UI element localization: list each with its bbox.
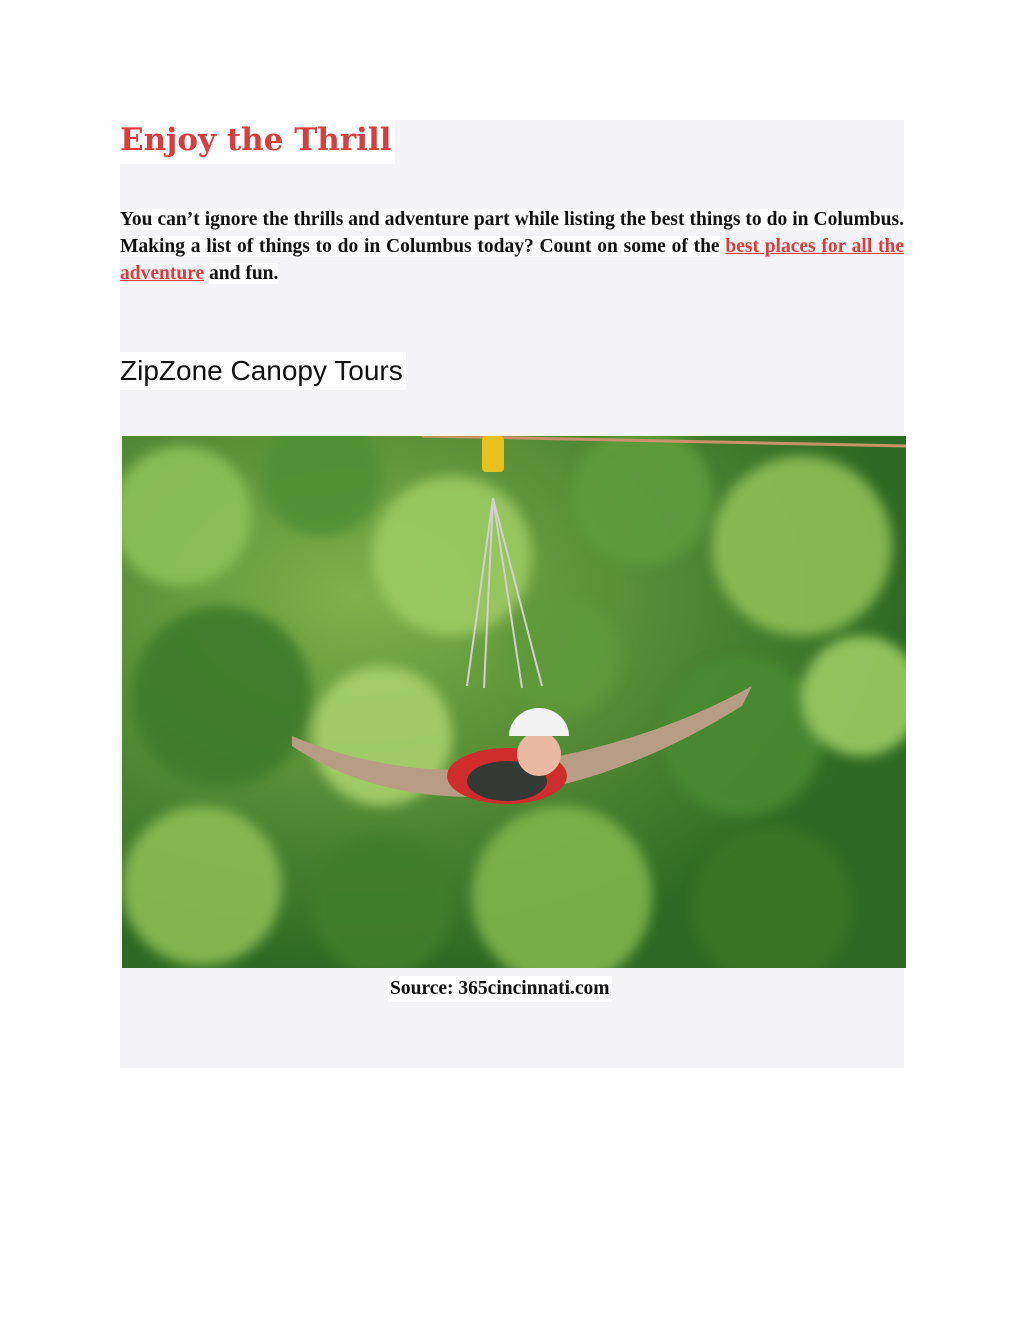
zipline-illustration	[122, 436, 906, 968]
trolley	[482, 436, 504, 472]
zipline-photo	[122, 436, 906, 968]
intro-text-start: You can’t ignore the thrills and adventure part while listing the best things to do in Columbus. Making a list of things to do in Columbus today? Count on some of the	[120, 209, 904, 257]
page-title: Enjoy the Thrill	[120, 120, 395, 164]
intro-paragraph	[120, 206, 904, 287]
adventure-places-link[interactable]: best places for all the adventure	[120, 236, 905, 284]
photo-caption: Source: 365cincinnati.com	[388, 976, 612, 1002]
section-title: ZipZone Canopy Tours	[120, 352, 406, 390]
zipliner-face	[517, 732, 561, 776]
intro-text-end: and fun.	[209, 263, 279, 284]
